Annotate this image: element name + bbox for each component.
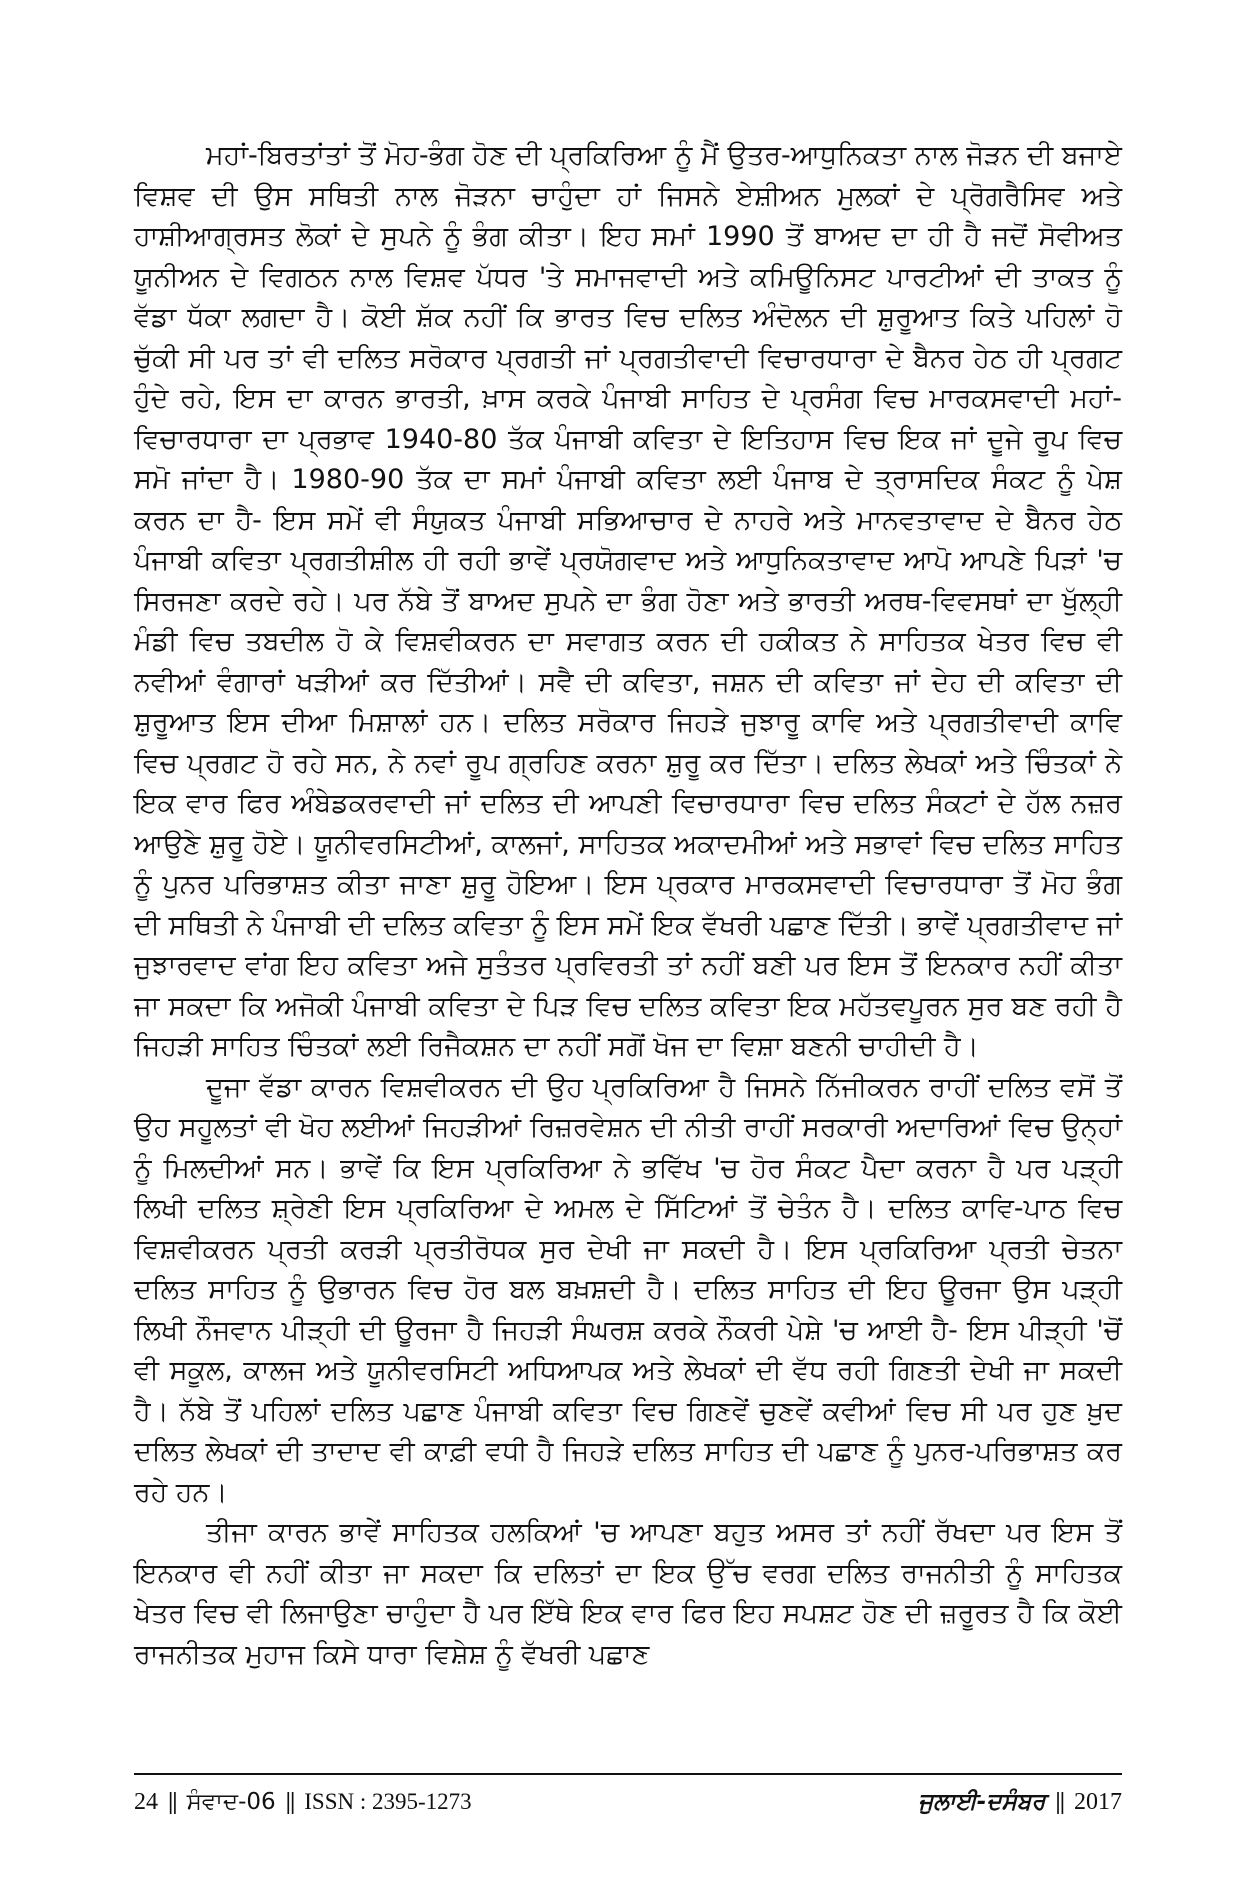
footer-separator: || <box>285 1788 295 1815</box>
issue-months: ਜੁਲਾਈ-ਦਸੰਬਰ <box>918 1789 1046 1815</box>
paragraph-2: ਦੂਜਾ ਵੱਡਾ ਕਾਰਨ ਵਿਸ਼ਵੀਕਰਨ ਦੀ ਉਹ ਪ੍ਰਕਿਰਿਆ ਹੈ ਜਿਸਨੇ ਨਿੱਜੀਕਰਨ ਰਾਹੀਂ ਦਲਿਤ ਵਸੋਂ ਤੋਂ ਉਹ ਸਹੂਲਤਾਂ ਵੀ ਖੋਹ ਲਈਆਂ ਜਿਹੜੀਆਂ ਰਿਜ਼ਰਵੇਸ਼ਨ ਦੀ ਨੀਤੀ ਰਾਹੀਂ ਸਰਕਾਰੀ ਅਦਾਰਿਆਂ ਵਿਚ ਉਨ੍ਹਾਂ ਨੂੰ ਮਿਲਦੀਆਂ ਸਨ। ਭਾਵੇਂ ਕਿ ਇਸ ਪ੍ਰਕਿਰਿਆ ਨੇ ਭਵਿੱਖ 'ਚ ਹੋਰ ਸੰਕਟ ਪੈਦਾ ਕਰਨਾ ਹੈ ਪਰ ਪੜ੍ਹੀ ਲਿਖੀ ਦਲਿਤ ਸ਼੍ਰੇਣੀ ਇਸ ਪ੍ਰਕਿਰਿਆ ਦੇ ਅਮਲ ਦੇ ਸਿੱਟਿਆਂ ਤੋਂ ਚੇਤੰਨ ਹੈ। ਦਲਿਤ ਕਾਵਿ-ਪਾਠ ਵਿਚ ਵਿਸ਼ਵੀਕਰਨ ਪ੍ਰਤੀ ਕਰੜੀ ਪ੍ਰਤੀਰੋਧਕ ਸੁਰ ਦੇਖੀ ਜਾ ਸਕਦੀ ਹੈ। ਇਸ ਪ੍ਰਕਿਰਿਆ ਪ੍ਰਤੀ ਚੇਤਨਾ ਦਲਿਤ ਸਾਹਿਤ ਨੂੰ ਉਭਾਰਨ ਵਿਚ ਹੋਰ ਬਲ ਬਖ਼ਸ਼ਦੀ ਹੈ। ਦਲਿਤ ਸਾਹਿਤ ਦੀ ਇਹ ਊਰਜਾ ਉਸ ਪੜ੍ਹੀ ਲਿਖੀ ਨੌਜਵਾਨ ਪੀੜ੍ਹੀ ਦੀ ਊਰਜਾ ਹੈ ਜਿਹੜੀ ਸੰਘਰਸ਼ ਕਰਕੇ ਨੌਕਰੀ ਪੇਸ਼ੇ 'ਚ ਆਈ ਹੈ- ਇਸ ਪੀੜ੍ਹੀ 'ਚੋਂ ਵੀ ਸਕੂਲ, ਕਾਲਜ ਅਤੇ ਯੂਨੀਵਰਸਿਟੀ ਅਧਿਆਪਕ ਅਤੇ ਲੇਖਕਾਂ ਦੀ ਵੱਧ ਰਹੀ ਗਿਣਤੀ ਦੇਖੀ ਜਾ ਸਕਦੀ ਹੈ। ਨੱਬੇ ਤੋਂ ਪਹਿਲਾਂ ਦਲਿਤ ਪਛਾਣ ਪੰਜਾਬੀ ਕਵਿਤਾ ਵਿਚ ਗਿਣਵੇਂ ਚੁਣਵੇਂ ਕਵੀਆਂ ਵਿਚ ਸੀ ਪਰ ਹੁਣ ਖ਼ੁਦ ਦਲਿਤ ਲੇਖਕਾਂ ਦੀ ਤਾਦਾਦ ਵੀ ਕਾਫ਼ੀ ਵਧੀ ਹੈ ਜਿਹੜੇ ਦਲਿਤ ਸਾਹਿਤ ਦੀ ਪਛਾਣ ਨੂੰ ਪੁਨਰ-ਪਰਿਭਾਸ਼ਤ ਕਰ ਰਹੇ ਹਨ। <box>134 1071 1122 1508</box>
article-body <box>134 136 1122 1675</box>
footer-left-group <box>134 1789 472 1816</box>
paragraph-1: ਮਹਾਂ-ਬਿਰਤਾਂਤਾਂ ਤੋਂ ਮੋਹ-ਭੰਗ ਹੋਣ ਦੀ ਪ੍ਰਕਿਰਿਆ ਨੂੰ ਮੈਂ ਉਤਰ-ਆਧੁਨਿਕਤਾ ਨਾਲ ਜੋੜਨ ਦੀ ਬਜਾਏ ਵਿਸ਼ਵ ਦੀ ਉਸ ਸਥਿਤੀ ਨਾਲ ਜੋੜਨਾ ਚਾਹੁੰਦਾ ਹਾਂ ਜਿਸਨੇ ਏਸ਼ੀਅਨ ਮੁਲਕਾਂ ਦੇ ਪ੍ਰੋਗਰੈਸਿਵ ਅਤੇ ਹਾਸ਼ੀਆਗ੍ਰਸਤ ਲੋਕਾਂ ਦੇ ਸੁਪਨੇ ਨੂੰ ਭੰਗ ਕੀਤਾ। ਇਹ ਸਮਾਂ 1990 ਤੋਂ ਬਾਅਦ ਦਾ ਹੀ ਹੈ ਜਦੋਂ ਸੋਵੀਅਤ ਯੂਨੀਅਨ ਦੇ ਵਿਗਠਨ ਨਾਲ ਵਿਸ਼ਵ ਪੱਧਰ 'ਤੇ ਸਮਾਜਵਾਦੀ ਅਤੇ ਕਮਿਊਨਿਸਟ ਪਾਰਟੀਆਂ ਦੀ ਤਾਕਤ ਨੂੰ ਵੱਡਾ ਧੱਕਾ ਲਗਦਾ ਹੈ। ਕੋਈ ਸ਼ੱਕ ਨਹੀਂ ਕਿ ਭਾਰਤ ਵਿਚ ਦਲਿਤ ਅੰਦੋਲਨ ਦੀ ਸ਼ੁਰੂਆਤ ਕਿਤੇ ਪਹਿਲਾਂ ਹੋ ਚੁੱਕੀ ਸੀ ਪਰ ਤਾਂ ਵੀ ਦਲਿਤ ਸਰੋਕਾਰ ਪ੍ਰਗਤੀ ਜਾਂ ਪ੍ਰਗਤੀਵਾਦੀ ਵਿਚਾਰਧਾਰਾ ਦੇ ਬੈਨਰ ਹੇਠ ਹੀ ਪ੍ਰਗਟ ਹੁੰਦੇ ਰਹੇ, ਇਸ ਦਾ ਕਾਰਨ ਭਾਰਤੀ, ਖ਼ਾਸ ਕਰਕੇ ਪੰਜਾਬੀ ਸਾਹਿਤ ਦੇ ਪ੍ਰਸੰਗ ਵਿਚ ਮਾਰਕਸਵਾਦੀ ਮਹਾਂ-ਵਿਚਾਰਧਾਰਾ ਦਾ ਪ੍ਰਭਾਵ 1940-80 ਤੱਕ ਪੰਜਾਬੀ ਕਵਿਤਾ ਦੇ ਇਤਿਹਾਸ ਵਿਚ ਇਕ ਜਾਂ ਦੂਜੇ ਰੂਪ ਵਿਚ ਸਮੋ ਜਾਂਦਾ ਹੈ। 1980-90 ਤੱਕ ਦਾ ਸਮਾਂ ਪੰਜਾਬੀ ਕਵਿਤਾ ਲਈ ਪੰਜਾਬ ਦੇ ਤ੍ਰਾਸਦਿਕ ਸੰਕਟ ਨੂੰ ਪੇਸ਼ ਕਰਨ ਦਾ ਹੈ- ਇਸ ਸਮੇਂ ਵੀ ਸੰਯੁਕਤ ਪੰਜਾਬੀ ਸਭਿਆਚਾਰ ਦੇ ਨਾਹਰੇ ਅਤੇ ਮਾਨਵਤਾਵਾਦ ਦੇ ਬੈਨਰ ਹੇਠ ਪੰਜਾਬੀ ਕਵਿਤਾ ਪ੍ਰਗਤੀਸ਼ੀਲ ਹੀ ਰਹੀ ਭਾਵੇਂ ਪ੍ਰਯੋਗਵਾਦ ਅਤੇ ਆਧੁਨਿਕਤਾਵਾਦ ਆਪੋ ਆਪਣੇ ਪਿੜਾਂ 'ਚ ਸਿਰਜਣਾ ਕਰਦੇ ਰਹੇ। ਪਰ ਨੱਬੇ ਤੋਂ ਬਾਅਦ ਸੁਪਨੇ ਦਾ ਭੰਗ ਹੋਣਾ ਅਤੇ ਭਾਰਤੀ ਅਰਥ-ਵਿਵਸਥਾਂ ਦਾ ਖੁੱਲ੍ਹੀ ਮੰਡੀ ਵਿਚ ਤਬਦੀਲ ਹੋ ਕੇ ਵਿਸ਼ਵੀਕਰਨ ਦਾ ਸਵਾਗਤ ਕਰਨ ਦੀ ਹਕੀਕਤ ਨੇ ਸਾਹਿਤਕ ਖੇਤਰ ਵਿਚ ਵੀ ਨਵੀਆਂ ਵੰਗਾਰਾਂ ਖੜੀਆਂ ਕਰ ਦਿੱਤੀਆਂ। ਸਵੈ ਦੀ ਕਵਿਤਾ, ਜਸ਼ਨ ਦੀ ਕਵਿਤਾ ਜਾਂ ਦੇਹ ਦੀ ਕਵਿਤਾ ਦੀ ਸ਼ੁਰੂਆਤ ਇਸ ਦੀਆ ਮਿਸ਼ਾਲਾਂ ਹਨ। ਦਲਿਤ ਸਰੋਕਾਰ ਜਿਹੜੇ ਜੁਝਾਰੂ ਕਾਵਿ ਅਤੇ ਪ੍ਰਗਤੀਵਾਦੀ ਕਾਵਿ ਵਿਚ ਪ੍ਰਗਟ ਹੋ ਰਹੇ ਸਨ, ਨੇ ਨਵਾਂ ਰੂਪ ਗ੍ਰਹਿਣ ਕਰਨਾ ਸ਼ੁਰੂ ਕਰ ਦਿੱਤਾ। ਦਲਿਤ ਲੇਖਕਾਂ ਅਤੇ ਚਿੰਤਕਾਂ ਨੇ ਇਕ ਵਾਰ ਫਿਰ ਅੰਬੇਡਕਰਵਾਦੀ ਜਾਂ ਦਲਿਤ ਦੀ ਆਪਣੀ ਵਿਚਾਰਧਾਰਾ ਵਿਚ ਦਲਿਤ ਸੰਕਟਾਂ ਦੇ ਹੱਲ ਨਜ਼ਰ ਆਉਣੇ ਸ਼ੁਰੂ ਹੋਏ। ਯੂਨੀਵਰਸਿਟੀਆਂ, ਕਾਲਜਾਂ, ਸਾਹਿਤਕ ਅਕਾਦਮੀਆਂ ਅਤੇ ਸਭਾਵਾਂ ਵਿਚ ਦਲਿਤ ਸਾਹਿਤ ਨੂੰ ਪੁਨਰ ਪਰਿਭਾਸ਼ਤ ਕੀਤਾ ਜਾਣਾ ਸ਼ੁਰੂ ਹੋਇਆ। ਇਸ ਪ੍ਰਕਾਰ ਮਾਰਕਸਵਾਦੀ ਵਿਚਾਰਧਾਰਾ ਤੋਂ ਮੋਹ ਭੰਗ ਦੀ ਸਥਿਤੀ ਨੇ ਪੰਜਾਬੀ ਦੀ ਦਲਿਤ ਕਵਿਤਾ ਨੂੰ ਇਸ ਸਮੇਂ ਇਕ ਵੱਖਰੀ ਪਛਾਣ ਦਿੱਤੀ। ਭਾਵੇਂ ਪ੍ਰਗਤੀਵਾਦ ਜਾਂ ਜੁਝਾਰਵਾਦ ਵਾਂਗ ਇਹ ਕਵਿਤਾ ਅਜੇ ਸੁਤੰਤਰ ਪ੍ਰਵਿਰਤੀ ਤਾਂ ਨਹੀਂ ਬਣੀ ਪਰ ਇਸ ਤੋਂ ਇਨਕਾਰ ਨਹੀਂ ਕੀਤਾ ਜਾ ਸਕਦਾ ਕਿ ਅਜੋਕੀ ਪੰਜਾਬੀ ਕਵਿਤਾ ਦੇ ਪਿੜ ਵਿਚ ਦਲਿਤ ਕਵਿਤਾ ਇਕ ਮਹੱਤਵਪੂਰਨ ਸੁਰ ਬਣ ਰਹੀ ਹੈ ਜਿਹੜੀ ਸਾਹਿਤ ਚਿੰਤਕਾਂ ਲਈ ਰਿਜੈਕਸ਼ਨ ਦਾ ਨਹੀਂ ਸਗੋਂ ਖੋਜ ਦਾ ਵਿਸ਼ਾ ਬਣਨੀ ਚਾਹੀਦੀ ਹੈ। <box>134 140 1122 1062</box>
page-number: 24 <box>134 1788 158 1815</box>
journal-name: ਸੰਵਾਦ-06 <box>186 1789 276 1815</box>
issue-year: 2017 <box>1074 1788 1122 1815</box>
paragraph-3: ਤੀਜਾ ਕਾਰਨ ਭਾਵੇਂ ਸਾਹਿਤਕ ਹਲਕਿਆਂ 'ਚ ਆਪਣਾ ਬਹੁਤ ਅਸਰ ਤਾਂ ਨਹੀਂ ਰੱਖਦਾ ਪਰ ਇਸ ਤੋਂ ਇਨਕਾਰ ਵੀ ਨਹੀਂ ਕੀਤਾ ਜਾ ਸਕਦਾ ਕਿ ਦਲਿਤਾਂ ਦਾ ਇਕ ਉੱਚ ਵਰਗ ਦਲਿਤ ਰਾਜਨੀਤੀ ਨੂੰ ਸਾਹਿਤਕ ਖੇਤਰ ਵਿਚ ਵੀ ਲਿਜਾਉਣਾ ਚਾਹੁੰਦਾ ਹੈ ਪਰ ਇੱਥੇ ਇਕ ਵਾਰ ਫਿਰ ਇਹ ਸਪਸ਼ਟ ਹੋਣ ਦੀ ਜ਼ਰੂਰਤ ਹੈ ਕਿ ਕੋਈ ਰਾਜਨੀਤਕ ਮੁਹਾਜ ਕਿਸੇ ਧਾਰਾ ਵਿਸ਼ੇਸ਼ ਨੂੰ ਵੱਖਰੀ ਪਛਾਣ <box>134 1517 1122 1670</box>
footer-separator: || <box>168 1788 177 1815</box>
issn-number: ISSN : 2395-1273 <box>304 1789 472 1814</box>
footer-right-group <box>918 1789 1122 1816</box>
page-footer <box>134 1784 1122 1820</box>
footer-separator: || <box>1055 1788 1064 1815</box>
footer-divider <box>134 1773 1122 1775</box>
